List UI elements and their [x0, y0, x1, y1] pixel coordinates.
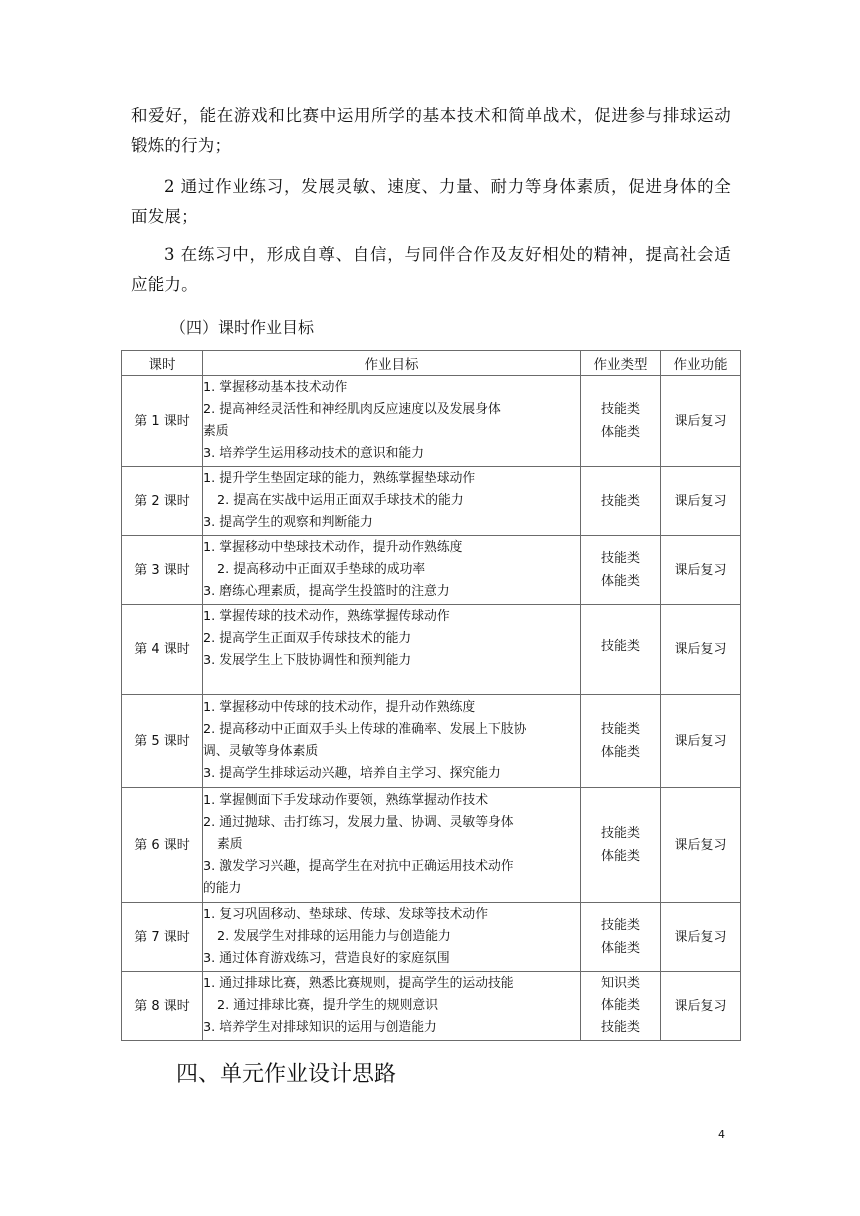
- goal-line: 的能力: [203, 881, 242, 896]
- header-lesson: 课时: [122, 351, 203, 376]
- lesson-cell: 第 6 课时: [122, 788, 203, 903]
- type-label: 体能类: [600, 998, 640, 1013]
- type-cell: [581, 536, 661, 605]
- type-cell: [581, 376, 661, 467]
- header-goal: 作业目标: [203, 351, 581, 376]
- goal-line: 素质: [203, 424, 229, 439]
- lesson-cell: 第 7 课时: [122, 903, 203, 972]
- goal-line: 调、灵敏等身体素质: [203, 744, 319, 759]
- lesson-cell: 第 4 课时: [122, 605, 203, 695]
- paragraph-goal-2: 2 通过作业练习，发展灵敏、速度、力量、耐力等身体素质，促进身体的全面发展；: [131, 177, 731, 226]
- goal-line: 2. 提高神经灵活性和神经肌肉反应速度以及发展身体: [203, 402, 501, 417]
- header-function: 作业功能: [661, 351, 741, 376]
- goal-line: 3. 发展学生上下肢协调性和预判能力: [203, 652, 412, 668]
- goal-line: 3. 磨练心理素质，提高学生投篮时的注意力: [203, 584, 450, 599]
- goal-line: 1. 掌握传球的技术动作，熟练掌握传球动作: [203, 608, 450, 624]
- table-row: [122, 376, 741, 467]
- type-cell: [581, 467, 661, 536]
- goal-line: 3. 激发学习兴趣，提高学生在对抗中正确运用技术动作: [203, 859, 514, 874]
- type-label: 技能类: [600, 402, 640, 417]
- goal-line: 3. 提高学生的观察和判断能力: [203, 515, 373, 530]
- goal-line: 3. 提高学生排球运动兴趣，培养自主学习、探究能力: [203, 766, 501, 781]
- table-row: [122, 605, 741, 695]
- page-number: 4: [718, 1128, 725, 1141]
- goal-cell: [203, 695, 581, 788]
- goal-line: 2. 提高在实战中运用正面双手球技术的能力: [217, 493, 464, 508]
- goal-line: 3. 培养学生运用移动技术的意识和能力: [203, 446, 425, 461]
- goal-line: 2. 提高移动中正面双手垫球的成功率: [217, 562, 426, 577]
- type-label: 技能类: [600, 493, 640, 509]
- lesson-cell: 第 5 课时: [122, 695, 203, 788]
- goal-line: 1. 提升学生垫固定球的能力，熟练掌握垫球动作: [203, 471, 476, 486]
- type-label: 技能类: [600, 826, 640, 841]
- lesson-cell: 第 1 课时: [122, 376, 203, 467]
- goal-line: 1. 复习巩固移动、垫球球、传球、发球等技术动作: [203, 907, 489, 922]
- type-label: 体能类: [600, 745, 640, 760]
- paragraph-goal-3: 3 在练习中，形成自尊、自信，与同伴合作及友好相处的精神，提高社会适应能力。: [131, 245, 731, 294]
- goal-line: 2. 提高学生正面双手传球技术的能力: [203, 630, 412, 646]
- goal-line: [203, 672, 580, 694]
- function-cell: 课后复习: [661, 605, 741, 695]
- goal-cell: [203, 788, 581, 903]
- section-subheading: （四）课时作业目标: [170, 318, 315, 337]
- type-label: 体能类: [600, 574, 640, 589]
- goal-cell: [203, 536, 581, 605]
- function-cell: 课后复习: [661, 536, 741, 605]
- section-heading: 四、单元作业设计思路: [176, 1062, 397, 1087]
- goal-cell: [203, 605, 581, 695]
- function-cell: 课后复习: [661, 467, 741, 536]
- type-label: 体能类: [600, 849, 640, 864]
- goal-cell: [203, 376, 581, 467]
- table-header-row: [122, 351, 741, 376]
- table-row: [122, 467, 741, 536]
- function-cell: 课后复习: [661, 903, 741, 972]
- goal-line: 1. 掌握侧面下手发球动作要领，熟练掌握动作技术: [203, 793, 489, 808]
- lesson-cell: 第 2 课时: [122, 467, 203, 536]
- goal-line: 2. 通过抛球、击打练习，发展力量、协调、灵敏等身体: [203, 815, 514, 830]
- type-label: 知识类: [600, 976, 640, 991]
- function-cell: 课后复习: [661, 376, 741, 467]
- function-cell: 课后复习: [661, 695, 741, 788]
- function-cell: 课后复习: [661, 788, 741, 903]
- type-cell: [581, 605, 661, 695]
- goal-line: 2. 通过排球比赛，提升学生的规则意识: [217, 998, 439, 1013]
- goal-line: 1. 掌握移动基本技术动作: [203, 380, 348, 395]
- type-label: 体能类: [600, 941, 640, 956]
- goal-line: 2. 发展学生对排球的运用能力与创造能力: [217, 929, 451, 944]
- function-cell: 课后复习: [661, 972, 741, 1041]
- goal-line: 3. 通过体育游戏练习，营造良好的家庭氛围: [203, 951, 450, 966]
- table-row: [122, 972, 741, 1041]
- type-cell: [581, 903, 661, 972]
- type-label: 体能类: [600, 425, 640, 440]
- goal-cell: [203, 903, 581, 972]
- table-row: [122, 695, 741, 788]
- type-label: 技能类: [600, 1020, 640, 1035]
- lesson-cell: 第 8 课时: [122, 972, 203, 1041]
- goal-line: 2. 提高移动中正面双手头上传球的准确率、发展上下肢协: [203, 722, 527, 737]
- goal-line: 1. 通过排球比赛，熟悉比赛规则，提高学生的运动技能: [203, 976, 514, 991]
- lesson-cell: 第 3 课时: [122, 536, 203, 605]
- type-cell: [581, 788, 661, 903]
- type-label: 技能类: [600, 551, 640, 566]
- paragraph-goal-continuation: 和爱好，能在游戏和比赛中运用所学的基本技术和简单战术，促进参与排球运动锻炼的行为；: [131, 106, 731, 155]
- table-row: [122, 903, 741, 972]
- type-label: 技能类: [600, 918, 640, 933]
- goal-line: 1. 掌握移动中传球的技术动作，提升动作熟练度: [203, 700, 476, 715]
- goal-line: 1. 掌握移动中垫球技术动作，提升动作熟练度: [203, 540, 463, 555]
- type-cell: [581, 972, 661, 1041]
- table-row: [122, 536, 741, 605]
- type-label: 技能类: [600, 722, 640, 737]
- header-type: 作业类型: [581, 351, 661, 376]
- goal-cell: [203, 972, 581, 1041]
- type-label: 技能类: [600, 639, 640, 654]
- goal-line: 素质: [217, 837, 243, 852]
- type-cell: [581, 695, 661, 788]
- goal-cell: [203, 467, 581, 536]
- lesson-goals-table: [121, 350, 741, 1041]
- goal-line: 3. 培养学生对排球知识的运用与创造能力: [203, 1020, 437, 1035]
- table-row: [122, 788, 741, 903]
